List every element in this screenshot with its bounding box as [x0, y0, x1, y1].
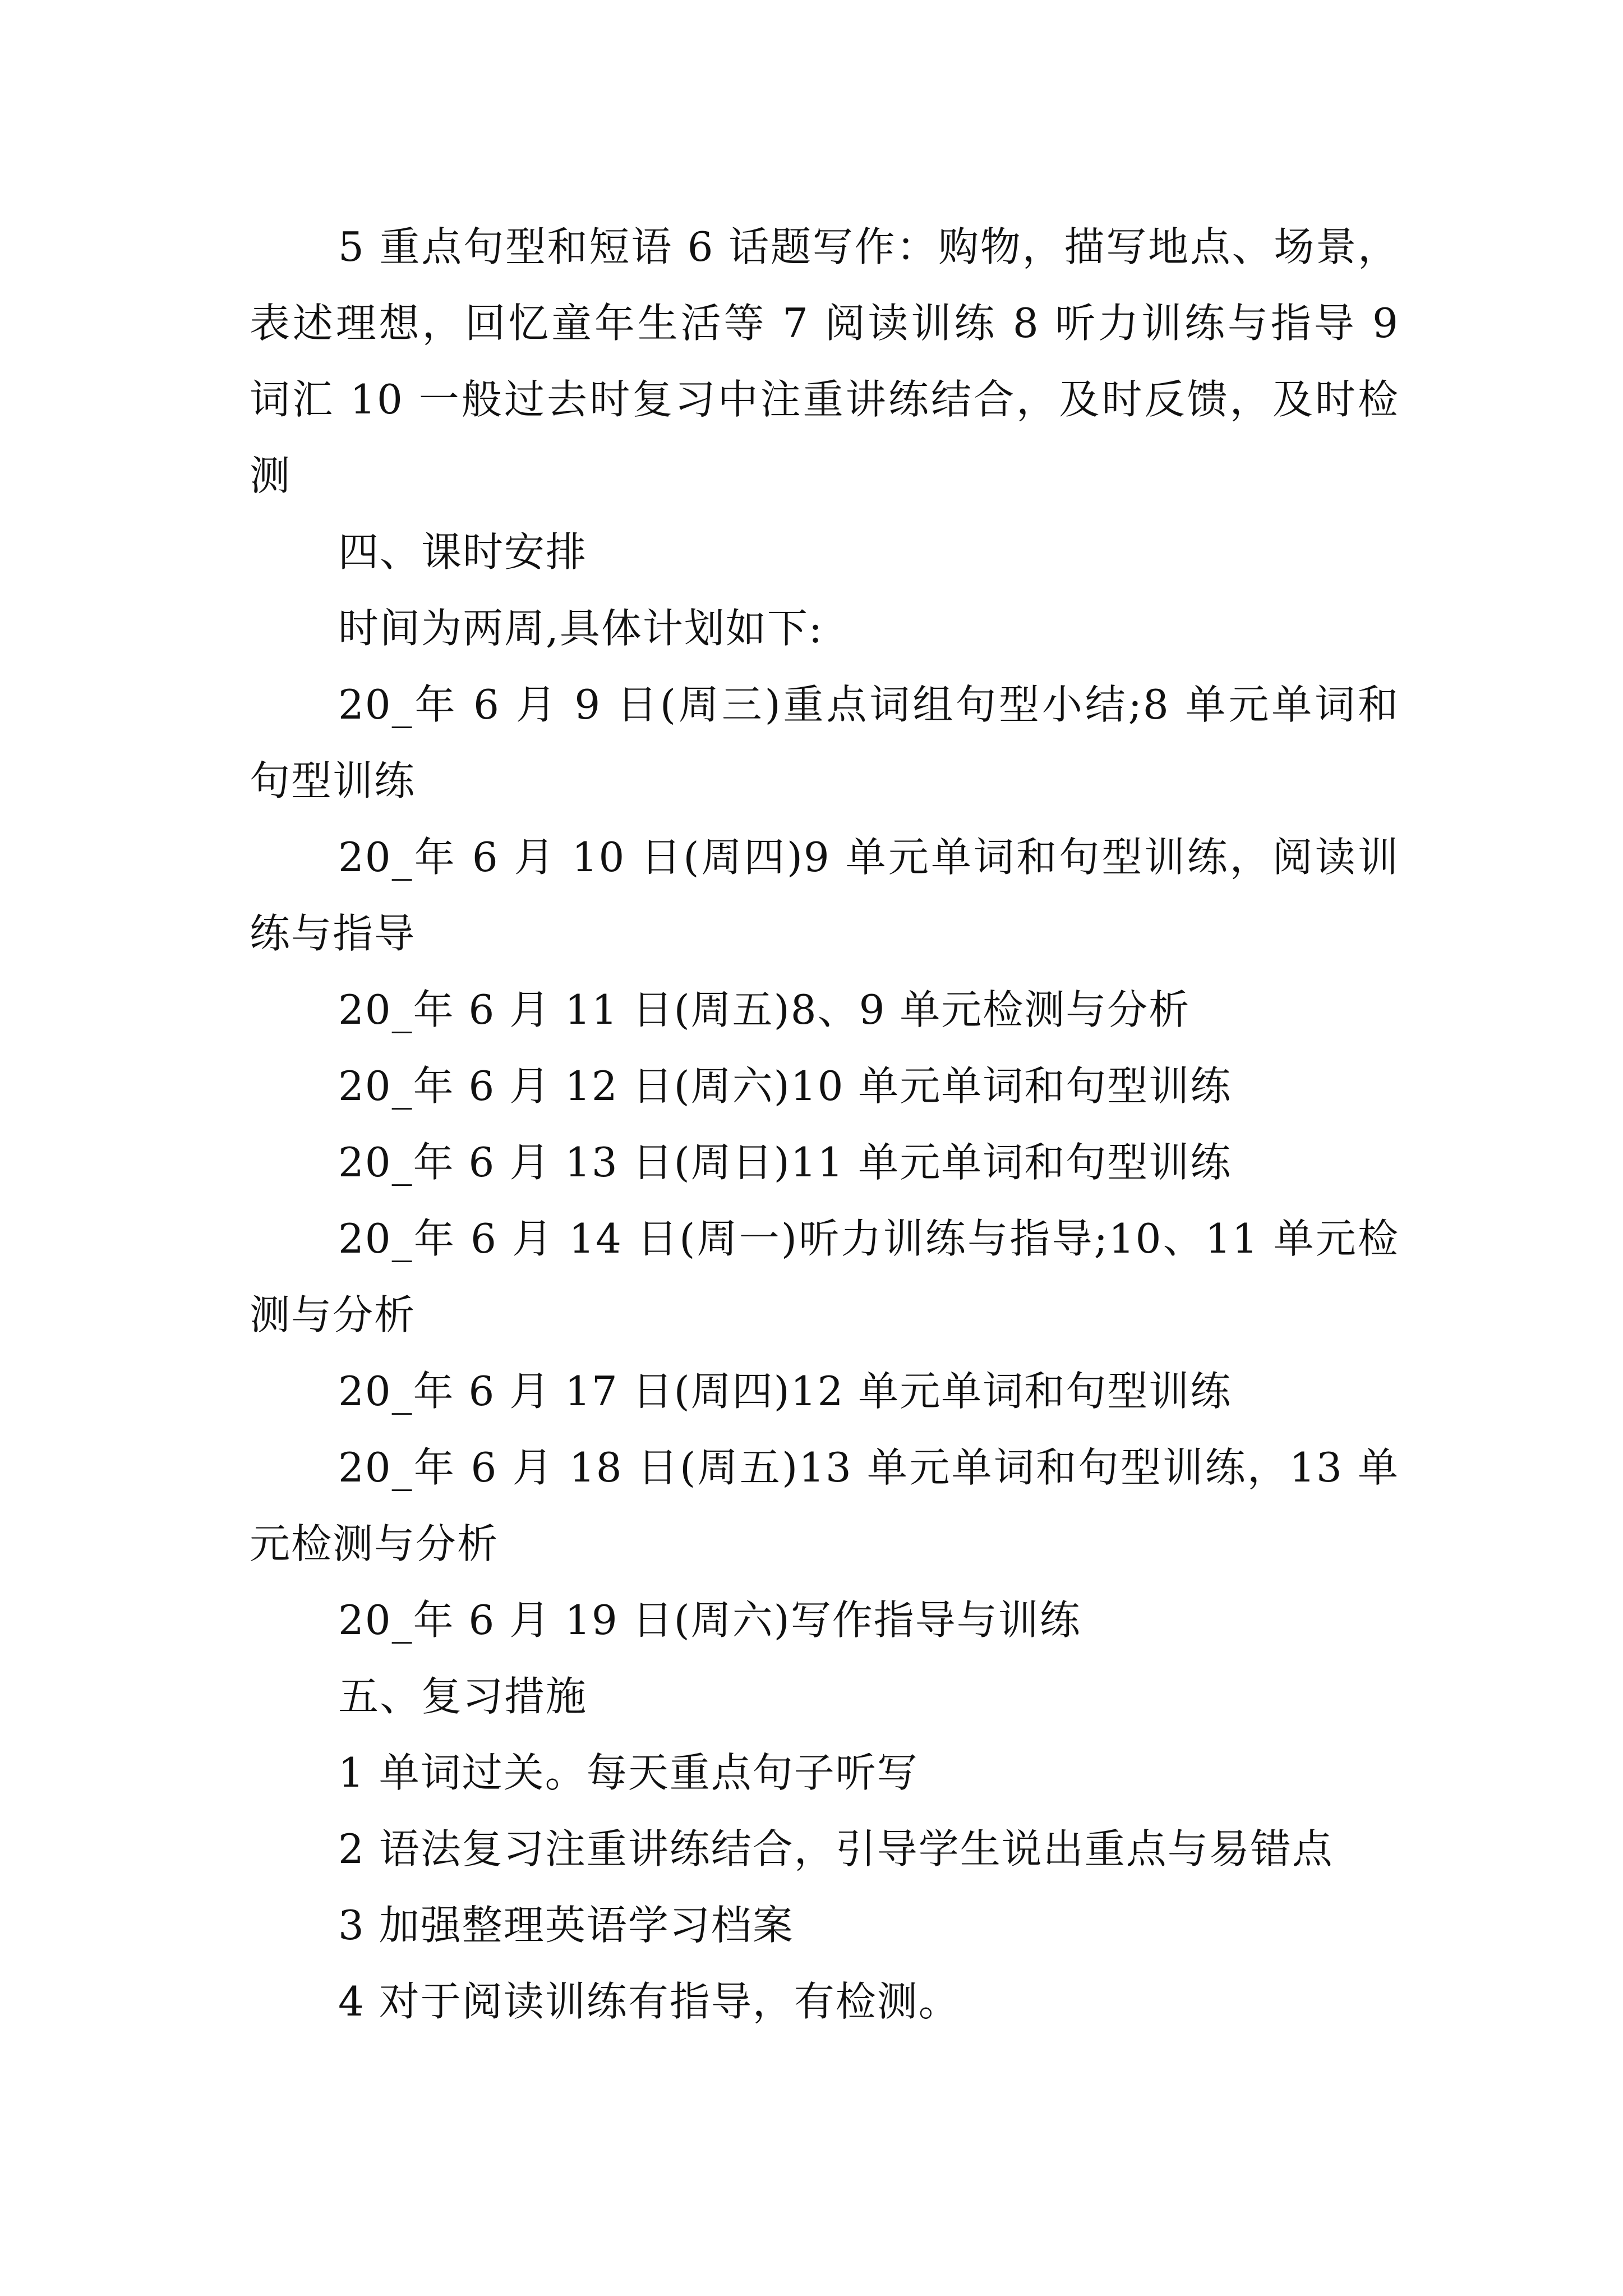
schedule-item: 20_年 6 月 18 日(周五)13 单元单词和句型训练，13 单元检测与分析 [250, 1444, 1399, 1567]
measure-item: 4 对于阅读训练有指导，有检测。 [338, 1978, 960, 2025]
heading-measures: 五、复习措施 [338, 1673, 588, 1720]
schedule-item: 20_年 6 月 12 日(周六)10 单元单词和句型训练 [338, 1062, 1232, 1110]
schedule-item: 20_年 6 月 14 日(周一)听力训练与指导;10、11 单元检测与分析 [250, 1215, 1399, 1338]
paragraph-review-content: 5 重点句型和短语 6 话题写作：购物，描写地点、场景，表述理想，回忆童年生活等 7 阅读训练 8 听力训练与指导 9 词汇 10 一般过去时复习中注重讲练结合，及时反馈，及时检测 [250, 223, 1399, 499]
schedule-item: 20_年 6 月 13 日(周日)11 单元单词和句型训练 [338, 1139, 1232, 1186]
measure-item: 2 语法复习注重讲练结合，引导学生说出重点与易错点 [338, 1825, 1334, 1872]
schedule-item: 20_年 6 月 11 日(周五)8、9 单元检测与分析 [338, 986, 1191, 1033]
heading-schedule: 四、课时安排 [338, 528, 588, 576]
measure-item: 1 单词过关。每天重点句子听写 [338, 1749, 919, 1796]
schedule-item: 20_年 6 月 9 日(周三)重点词组句型小结;8 单元单词和句型训练 [250, 681, 1399, 804]
schedule-item: 20_年 6 月 10 日(周四)9 单元单词和句型训练，阅读训练与指导 [250, 834, 1399, 957]
measure-item: 3 加强整理英语学习档案 [338, 1902, 794, 1949]
schedule-item: 20_年 6 月 17 日(周四)12 单元单词和句型训练 [338, 1368, 1232, 1415]
schedule-item: 20_年 6 月 19 日(周六)写作指导与训练 [338, 1596, 1081, 1644]
document-body [250, 209, 1399, 2040]
paragraph-schedule-intro: 时间为两周,具体计划如下: [338, 605, 824, 652]
